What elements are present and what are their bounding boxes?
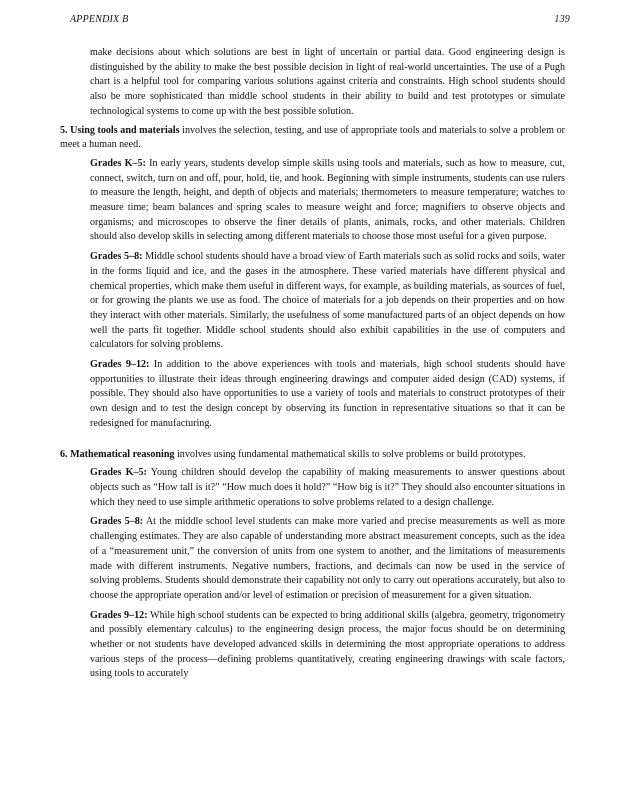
section-5-grades-k5	[90, 157, 565, 245]
section-5-grades-9-12	[90, 358, 565, 432]
grade-label: Grades K–5:	[90, 157, 146, 169]
grade-label: Grades 9–12:	[90, 609, 148, 621]
page-header	[70, 14, 570, 28]
grade-text: Middle school students should have a broad view of Earth materials such as solid rocks and soils, water in the forms liquid and ice, and the gases in the atmosphere. These varied materials have different physical and chemical properties, which make them useful in different ways, for example, as building materials, as sources of fuel, or for growing the plants we use as food. The choice of materials for a job depends on their properties and on how they interact with other materials. Similarly, the usefulness of some manufactured parts of an object depends on how well the parts fit together. Middle school students should also exhibit capabilities in the use of computers and calculators for solving problems.	[90, 251, 565, 351]
grade-label: Grades 5–8:	[90, 516, 144, 528]
section-6-grades-k5	[90, 466, 565, 510]
section-5-grades-5-8	[90, 250, 565, 353]
grade-label: Grades K–5:	[90, 467, 147, 479]
grade-text: At the middle school level students can make more varied and precise measurements as well as more challenging estimates. They are also capable of understanding more abstract measurement concepts, such as the idea of a “measurement unit,” the conversion of units from one system to another, and the limitations of measurements made with different instruments. Negative numbers, fractions, and decimals can now be used in the service of solving problems. Students should demonstrate their capability not only to carry out operations accurately, but also to choose the appropriate operation and/or level of estimation or precision of measurement for a given situation.	[90, 516, 565, 601]
grade-text: In early years, students develop simple skills using tools and materials, such as how to measure, cut, connect, switch, turn on and off, pour, hold, tie, and hook. Beginning with simple instruments, students can use rulers to measure the length, height, and depth of objects and materials; thermometers to measure temperature; watches to measure time; beam balances and spring scales to measure weight and force; magnifiers to observe objects and organisms; and microscopes to observe the finer details of plants, animals, rocks, and other materials. Children should also develop skills in selecting among different materials to choose those most useful for a given purpose.	[90, 157, 565, 243]
continuation-paragraph: make decisions about which solutions are best in light of uncertain or partial data. Good engineering design is distinguished by the ability to make the best possible decision in light of real-world uncertainties. The use of a Pugh chart is a helpful tool for comparing various solutions against criteria and constraints. High school students should also be more sophisticated than middle school students in their ability to build and test prototypes or simulate technological systems to come up with the best possible solution.	[90, 47, 565, 117]
section-6-grades-9-12	[90, 609, 565, 683]
appendix-label: APPENDIX B	[70, 14, 129, 25]
section-5-intro	[60, 124, 565, 153]
section-6-intro	[60, 448, 565, 463]
page-number: 139	[554, 14, 570, 25]
page-body	[60, 46, 565, 687]
grade-text: While high school students can be expected to bring additional skills (algebra, geometry, trigonometry and possibly elementary calculus) to the engineering design process, the major focus should be on determining whether or not students have developed advanced skills in determining the most appropriate operations to address various steps of the process—defining problems quantitatively, creating engineering drawings with scale factors, using tools to accurately	[90, 609, 565, 680]
section-6-title: 6. Mathematical reasoning	[60, 448, 175, 460]
grade-label: Grades 9–12:	[90, 359, 150, 371]
grade-text: In addition to the above experiences with tools and materials, high school students should have opportunities to illustrate their ideas through engineering drawings and computer aided design (CAD) systems, if possible. They should also have opportunities to use a variety of tools and materials to construct prototypes of their own design and to test the design concept by observing its function in representative situations so that it can be redesigned for manufacturing.	[90, 359, 565, 429]
section-6-grades-5-8	[90, 515, 565, 603]
section-5-text: involves the selection, testing, and use of appropriate tools and materials to solve a problem or meet a human need.	[60, 124, 565, 151]
grade-text: Young children should develop the capability of making measurements to answer questions about objects such as “How tall is it?” “How much does it hold?” “How big is it?” They should also encounter situations in which they need to use simple arithmetic operations to solve problems related to a design challenge.	[90, 467, 565, 508]
grade-label: Grades 5–8:	[90, 251, 143, 263]
section-6-text: involves using fundamental mathematical skills to solve problems or build prototypes.	[174, 448, 526, 460]
section-5-title: 5. Using tools and materials	[60, 124, 180, 136]
